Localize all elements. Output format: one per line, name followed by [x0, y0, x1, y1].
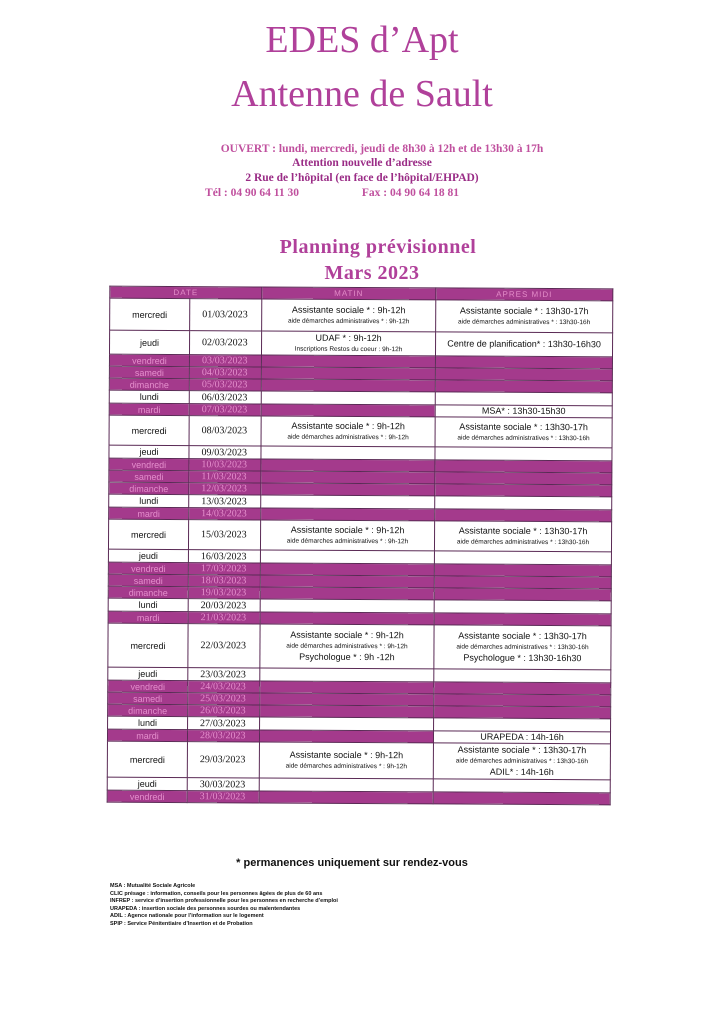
afternoon-cell	[434, 564, 611, 577]
slot-line: URAPEDA : 14h-16h	[480, 731, 564, 743]
day-cell: jeudi	[107, 777, 187, 790]
afternoon-cell	[434, 706, 611, 719]
legend-item: CLIC présage : information, conseils pour les personnes âgées de plus de 60 ans	[110, 890, 323, 897]
date-cell: 24/03/2023	[188, 681, 260, 693]
day-cell: mardi	[107, 729, 187, 741]
afternoon-cell	[435, 356, 612, 369]
afternoon-cell	[433, 743, 610, 780]
morning-cell	[261, 483, 435, 496]
date-cell: 14/03/2023	[189, 508, 261, 520]
slot-line: Assistante sociale * : 13h30-17h	[457, 744, 587, 756]
morning-cell	[261, 416, 435, 447]
date-cell: 19/03/2023	[188, 587, 260, 599]
date-cell: 02/03/2023	[189, 331, 261, 355]
date-cell: 21/03/2023	[188, 612, 260, 624]
morning-cell	[261, 379, 435, 392]
day-cell: dimanche	[108, 586, 188, 598]
date-cell: 25/03/2023	[188, 693, 260, 705]
morning-cell	[261, 367, 435, 380]
slot-line: ADIL* : 14h-16h	[489, 766, 554, 778]
date-cell: 17/03/2023	[188, 563, 260, 575]
afternoon-cell	[434, 521, 611, 552]
day-cell: jeudi	[108, 667, 188, 680]
afternoon-cell	[436, 300, 613, 333]
day-cell: dimanche	[109, 378, 189, 390]
slot-line: Assistante sociale * : 13h30-17h	[458, 525, 588, 536]
day-cell: mercredi	[107, 741, 187, 777]
morning-cell	[260, 705, 434, 718]
date-cell: 05/03/2023	[189, 379, 261, 391]
day-cell: vendredi	[109, 354, 189, 366]
slot-line: aide démarches administratives * : 13h30-16h	[456, 538, 590, 546]
morning-cell	[260, 563, 434, 576]
date-cell: 15/03/2023	[188, 520, 260, 550]
slot-line: Assistante sociale * : 9h-12h	[291, 420, 405, 431]
day-cell: dimanche	[108, 704, 188, 716]
morning-cell	[261, 508, 435, 521]
date-cell: 12/03/2023	[189, 483, 261, 495]
day-cell: jeudi	[108, 549, 188, 562]
slot-line: UDAF * : 9h-12h	[315, 332, 382, 343]
legend-item: ADIL : Agence nationale pour l’information sur le logement	[110, 913, 264, 919]
date-cell: 13/03/2023	[189, 495, 261, 508]
address-notice: Attention nouvelle d’adresse	[292, 157, 432, 169]
slot-line: Assistante sociale * : 9h-12h	[290, 629, 404, 641]
header-date: DATE	[110, 286, 262, 299]
morning-cell	[261, 331, 435, 356]
table-row	[109, 415, 612, 448]
legend-item: MSA : Mutualité Sociale Agricole	[110, 883, 196, 889]
day-cell: samedi	[109, 366, 189, 378]
date-cell: 18/03/2023	[188, 575, 260, 587]
afternoon-cell	[435, 447, 612, 461]
slot-line: Assistante sociale * : 9h-12h	[289, 749, 404, 760]
day-cell: mardi	[108, 611, 188, 623]
afternoon-cell	[434, 625, 611, 670]
afternoon-cell	[434, 551, 611, 565]
afternoon-cell	[435, 509, 612, 522]
morning-cell	[260, 575, 434, 588]
date-cell: 30/03/2023	[187, 778, 259, 791]
planning-table	[107, 286, 614, 806]
afternoon-cell	[435, 405, 612, 418]
afternoon-cell	[433, 792, 610, 805]
legend-item: SPIP : Service Pénitentiaire d’Insertion et de Probation	[110, 920, 253, 927]
slot-line: aide démarches administratives * : 9h-12h	[285, 762, 408, 770]
afternoon-cell	[435, 460, 612, 473]
table-row	[107, 790, 610, 805]
date-cell: 20/03/2023	[188, 599, 260, 612]
address: 2 Rue de l’hôpital (en face de l’hôpital/EHPAD)	[245, 172, 479, 184]
date-cell: 01/03/2023	[190, 299, 262, 331]
slot-line: MSA* : 13h30-15h30	[481, 405, 566, 417]
slot-line: aide démarches administratives * : 13h30-16h	[455, 757, 589, 766]
afternoon-cell	[434, 600, 611, 614]
day-cell: mercredi	[109, 415, 189, 445]
day-cell: dimanche	[109, 482, 189, 494]
slot-line: Assistante sociale * : 13h30-17h	[459, 421, 588, 432]
day-cell: lundi	[108, 716, 188, 729]
date-cell: 09/03/2023	[189, 446, 261, 459]
date-cell: 07/03/2023	[189, 404, 261, 416]
afternoon-cell	[435, 332, 612, 357]
afternoon-cell	[435, 368, 612, 381]
slot-line: Psychologue * : 9h -12h	[299, 651, 395, 663]
morning-cell	[261, 459, 435, 472]
morning-cell	[260, 681, 434, 694]
date-cell: 22/03/2023	[188, 624, 260, 668]
fax: Fax : 04 90 64 18 81	[361, 187, 459, 199]
afternoon-cell	[434, 694, 611, 707]
slot-line: aide démarches administratives * : 9h-12h	[286, 537, 409, 545]
afternoon-cell	[435, 484, 612, 497]
slot-line: aide démarches administratives * : 13h30-16h	[457, 434, 590, 442]
legend-item: URAPEDA : insertion sociale des personnes sourdes ou malentendantes	[110, 905, 301, 912]
day-cell: lundi	[109, 494, 189, 507]
morning-cell	[261, 355, 435, 368]
legend-item: INFREP : service d’insertion professionnelle pour les personnes en recherche d’emploi	[110, 898, 338, 904]
morning-cell	[259, 730, 433, 743]
afternoon-cell	[435, 380, 612, 393]
slot-line: aide démarches administratives * : 9h-12h	[287, 433, 409, 441]
afternoon-cell	[435, 417, 612, 448]
slot-line: Assistante sociale * : 9h-12h	[291, 304, 406, 315]
morning-cell	[260, 717, 434, 731]
date-cell: 26/03/2023	[188, 705, 260, 717]
morning-cell	[260, 520, 434, 551]
morning-cell	[260, 668, 434, 682]
morning-cell	[260, 612, 434, 625]
phone: Tél : 04 90 64 11 30	[205, 187, 299, 199]
date-cell: 03/03/2023	[189, 355, 261, 367]
afternoon-cell	[434, 718, 611, 732]
date-cell: 08/03/2023	[189, 416, 261, 446]
header-matin: MATIN	[262, 287, 436, 300]
date-cell: 04/03/2023	[189, 367, 261, 379]
morning-cell	[259, 791, 433, 804]
afternoon-cell	[433, 731, 610, 744]
morning-cell	[261, 495, 435, 509]
morning-cell	[260, 693, 434, 706]
title-line-1: EDES d’Apt	[265, 19, 459, 61]
date-cell: 27/03/2023	[188, 717, 260, 730]
day-cell: mardi	[109, 507, 189, 519]
slot-line: Assistante sociale * : 13h30-17h	[458, 630, 587, 642]
day-cell: mardi	[109, 403, 189, 415]
slot-line: aide démarches administratives * : 9h-12h	[287, 317, 410, 325]
morning-cell	[260, 599, 434, 613]
morning-cell	[260, 624, 434, 669]
planning-title: Planning prévisionnel	[279, 236, 477, 258]
afternoon-cell	[435, 496, 612, 510]
table-row	[107, 741, 610, 780]
day-cell: vendredi	[109, 458, 189, 470]
date-cell: 06/03/2023	[189, 391, 261, 404]
morning-cell	[261, 404, 435, 417]
morning-cell	[261, 471, 435, 484]
day-cell: mercredi	[108, 519, 188, 549]
afternoon-cell	[434, 576, 611, 589]
day-cell: samedi	[108, 692, 188, 704]
morning-cell	[259, 742, 433, 779]
afternoon-cell	[434, 682, 611, 695]
slot-line: aide démarches administratives * : 9h-12h	[286, 642, 408, 651]
morning-cell	[259, 778, 433, 792]
appointment-note: * permanences uniquement sur rendez-vous	[236, 857, 468, 869]
afternoon-cell	[435, 472, 612, 485]
planning-month: Mars 2023	[324, 262, 420, 284]
date-cell: 29/03/2023	[187, 742, 259, 778]
date-cell: 28/03/2023	[187, 730, 259, 742]
day-cell: vendredi	[108, 680, 188, 692]
day-cell: vendredi	[108, 562, 188, 574]
afternoon-cell	[435, 392, 612, 406]
date-cell: 10/03/2023	[189, 459, 261, 471]
morning-cell	[261, 391, 435, 405]
day-cell: samedi	[108, 574, 188, 586]
afternoon-cell	[434, 613, 611, 626]
header-apres-midi: APRES MIDI	[436, 288, 613, 301]
day-cell: samedi	[109, 470, 189, 482]
table-row	[108, 623, 611, 670]
morning-cell	[260, 587, 434, 600]
day-cell: jeudi	[109, 445, 189, 458]
table-row	[109, 330, 612, 357]
day-cell: jeudi	[109, 330, 189, 354]
date-cell: 23/03/2023	[188, 668, 260, 681]
afternoon-cell	[434, 588, 611, 601]
slot-line: aide démarches administratives * : 13h30-16h	[458, 318, 591, 326]
date-cell: 31/03/2023	[187, 791, 259, 803]
slot-line: Centre de planification* : 13h30-16h30	[447, 338, 601, 350]
slot-line: Assistante sociale * : 9h-12h	[290, 524, 405, 535]
opening-hours: OUVERT : lundi, mercredi, jeudi de 8h30 à 12h et de 13h30 à 17h	[220, 143, 544, 155]
date-cell: 16/03/2023	[188, 550, 260, 563]
day-cell: mercredi	[108, 623, 188, 667]
day-cell: mercredi	[110, 298, 190, 330]
slot-line: Assistante sociale * : 13h30-17h	[459, 305, 589, 316]
day-cell: vendredi	[107, 790, 187, 802]
contact-line	[0, 187, 694, 200]
afternoon-cell	[433, 779, 610, 793]
date-cell: 11/03/2023	[189, 471, 261, 483]
abbreviation-legend	[110, 883, 338, 928]
slot-line: aide démarches administratives * : 13h30-16h	[456, 643, 589, 652]
afternoon-cell	[434, 669, 611, 683]
slot-line: Psychologue * : 13h30-16h30	[463, 652, 582, 664]
morning-cell	[262, 299, 436, 332]
morning-cell	[260, 550, 434, 564]
morning-cell	[261, 446, 435, 460]
table-row	[110, 298, 613, 333]
day-cell: lundi	[108, 598, 188, 611]
slot-line: Inscriptions Restos du coeur : 9h-12h	[294, 345, 403, 353]
title-line-2: Antenne de Sault	[231, 73, 493, 115]
table-row	[108, 519, 611, 552]
day-cell: lundi	[109, 390, 189, 403]
